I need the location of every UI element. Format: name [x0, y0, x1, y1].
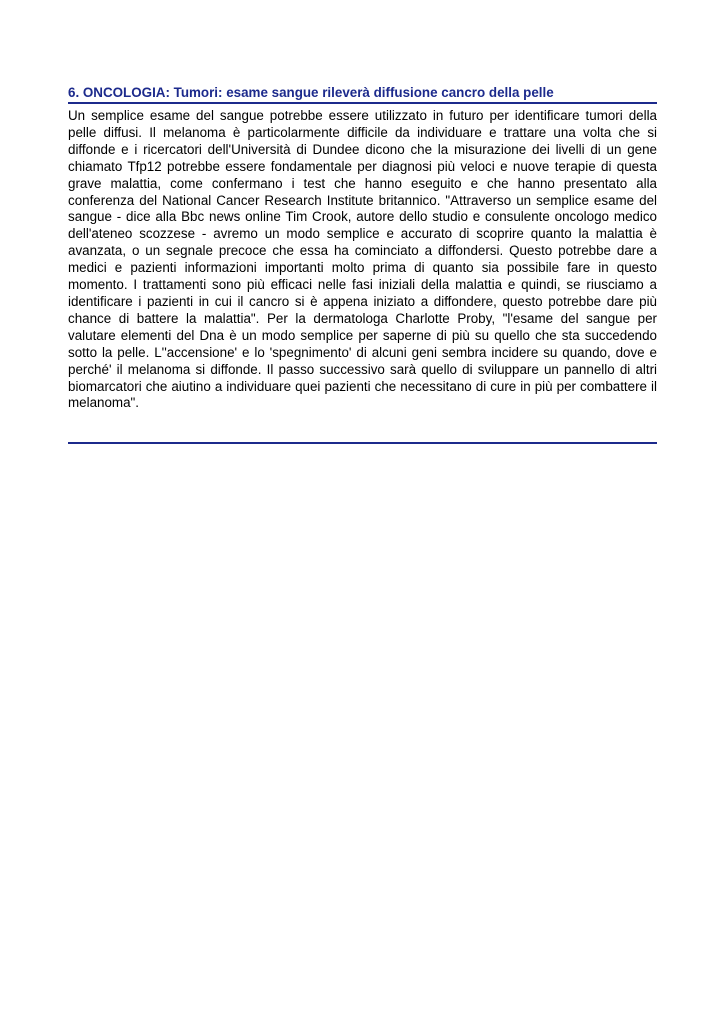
title-underline-divider: [68, 102, 657, 104]
article-title: 6. ONCOLOGIA: Tumori: esame sangue rileverà diffusione cancro della pelle: [68, 85, 554, 100]
article-end-divider: [68, 442, 657, 444]
news-article: [68, 84, 657, 412]
article-body: Un semplice esame del sangue potrebbe essere utilizzato in futuro per identificare tumori della pelle diffusi. Il melanoma è particolarmente difficile da individuare e trattare una volta che si diffonde e i ricercatori dell'Università di Dundee dicono che la misurazione dei livelli di un gene chiamato Tfp12 potrebbe essere fondamentale per diagnosi più veloci e nuove terapie di questa grave malattia, come confermano i test che hanno eseguito e che hanno presentato alla conferenza del National Cancer Research Institute britannico. "Attraverso un semplice esame del sangue - dice alla Bbc news online Tim Crook, autore dello studio e consulente oncologo medico dell'ateneo scozzese - avremo un modo semplice e accurato di scoprire quanto la malattia è avanzata, o un segnale precoce che essa ha cominciato a diffondersi. Questo potrebbe dare a medici e pazienti informazioni importanti molto prima di quanto sia possibile fare in questo momento. I trattamenti sono più efficaci nelle fasi iniziali della malattia e quindi, se riusciamo a identificare i pazienti in cui il cancro si è appena iniziato a diffondere, questo potrebbe dare più chance di battere la malattia". Per la dermatologa Charlotte Proby, "l'esame del sangue per valutare elementi del Dna è un modo semplice per saperne di più su quello che sta succedendo sotto la pelle. L''accensione' e lo 'spegnimento' di alcuni geni sembra incidere su quando, dove e perché' il melanoma si diffonde. Il passo successivo sarà quello di sviluppare un pannello di altri biomarcatori che aiutino a individuare quei pazienti che necessitano di cure in più per combattere il melanoma".: [68, 108, 657, 411]
